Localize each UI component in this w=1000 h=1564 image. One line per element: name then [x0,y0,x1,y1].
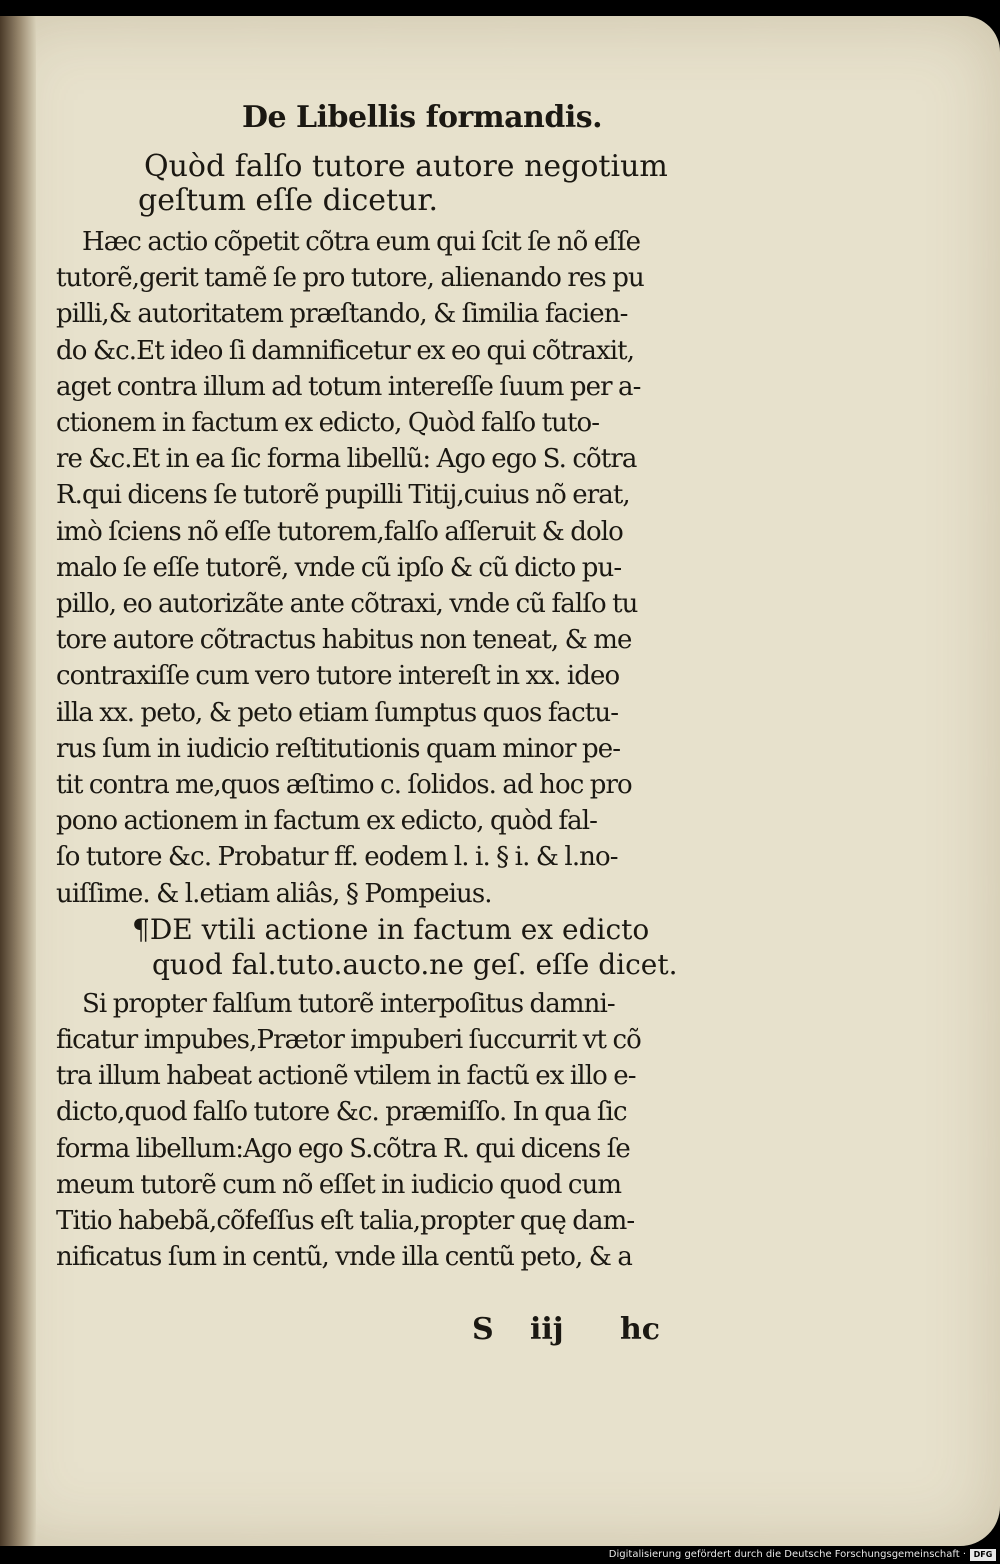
text-line: ſo tutore &c. Probatur ff. eodem l. i. § i. & l.no- [56,842,618,873]
text-line: Si propter falſum tutorẽ interpoſitus damni- [82,988,615,1019]
text-line: malo ſe eſſe tutorẽ, vnde cũ ipſo & cũ dicto pu- [56,552,622,583]
text-block [56,98,716,1275]
paragraph-1 [56,224,716,912]
text-line: pilli,& autoritatem præſtando, & ſimilia facien- [56,299,628,330]
text-line: R.qui dicens ſe tutorẽ pupilli Titij,cuius nõ erat, [56,480,630,511]
text-line: imò ſciens nõ eſſe tutorem,falſo aſſeruit & dolo [56,516,623,547]
text-line: re &c.Et in ea ſic forma libellũ: Ago ego S. cõtra [56,444,637,475]
text-line: tit contra me,quos æſtimo c. ſolidos. ad hoc pro [56,770,632,801]
text-line: tore autore cõtractus habitus non teneat, & me [56,625,632,656]
section-title-line: Quòd falſo tutore autore negotium [144,149,668,184]
text-line: rus ſum in iudicio reſtitutionis quam minor pe- [56,733,621,764]
text-line: do &c.Et ideo ſi damnificetur ex eo qui cõtraxit, [56,335,635,366]
subsection-title-line: ¶DE vtili actione in factum ex edicto [132,912,650,946]
text-line: ctionem in factum ex edicto, Quòd falſo tuto- [56,408,600,439]
text-line: tutorẽ,gerit tamẽ ſe pro tutore, alienando res pu [56,263,644,294]
page-gutter [0,16,36,1546]
text-line: pono actionem in factum ex edicto, quòd fal- [56,806,598,837]
signature-mark: S [472,1312,494,1347]
section-title-line: geſtum eſſe dicetur. [138,183,438,218]
dfg-logo: DFG [970,1549,996,1561]
running-head: De Libellis formandis. [242,100,603,135]
text-line: Hæc actio cõpetit cõtra eum qui ſcit ſe nõ eſſe [82,227,641,257]
text-line: nificatus ſum in centũ, vnde illa centũ peto, & a [56,1242,632,1273]
paragraph-2 [56,986,716,1276]
text-line: tra illum habeat actionẽ vtilem in factũ ex illo e- [56,1061,636,1092]
text-line: illa xx. peto, & peto etiam ſumptus quos factu- [56,697,619,728]
text-line: Titio habebã,cõfeſſus eſt talia,propter quę dam- [56,1206,635,1237]
digitization-credit: Digitalisierung gefördert durch die Deutsche Forschungsgemeinschaft · [608,1549,966,1560]
signature-number: iij [530,1312,564,1347]
text-line: forma libellum:Ago ego S.cõtra R. qui dicens ſe [56,1133,630,1164]
text-line: ficatur impubes,Prætor impuberi ſuccurrit vt cõ [56,1025,641,1056]
text-line: meum tutorẽ cum nõ eſſet in iudicio quod cum [56,1169,622,1200]
text-line: uiſſime. & l.etiam aliâs, § Pompeius. [56,878,492,909]
text-line: pillo, eo autorizãte ante cõtraxi, vnde cũ falſo tu [56,589,638,620]
subsection-title-line: quod fal.tuto.aucto.ne geſ. eſſe dicet. [152,947,678,981]
catchword: hc [620,1312,661,1347]
text-line: contraxiſſe cum vero tutore intereſt in xx. ideo [56,661,620,692]
text-line: dicto,quod falſo tutore &c. præmiſſo. In qua ſic [56,1097,627,1128]
book-page [0,16,1000,1546]
text-line: aget contra illum ad totum intereſſe ſuum per a- [56,371,641,402]
